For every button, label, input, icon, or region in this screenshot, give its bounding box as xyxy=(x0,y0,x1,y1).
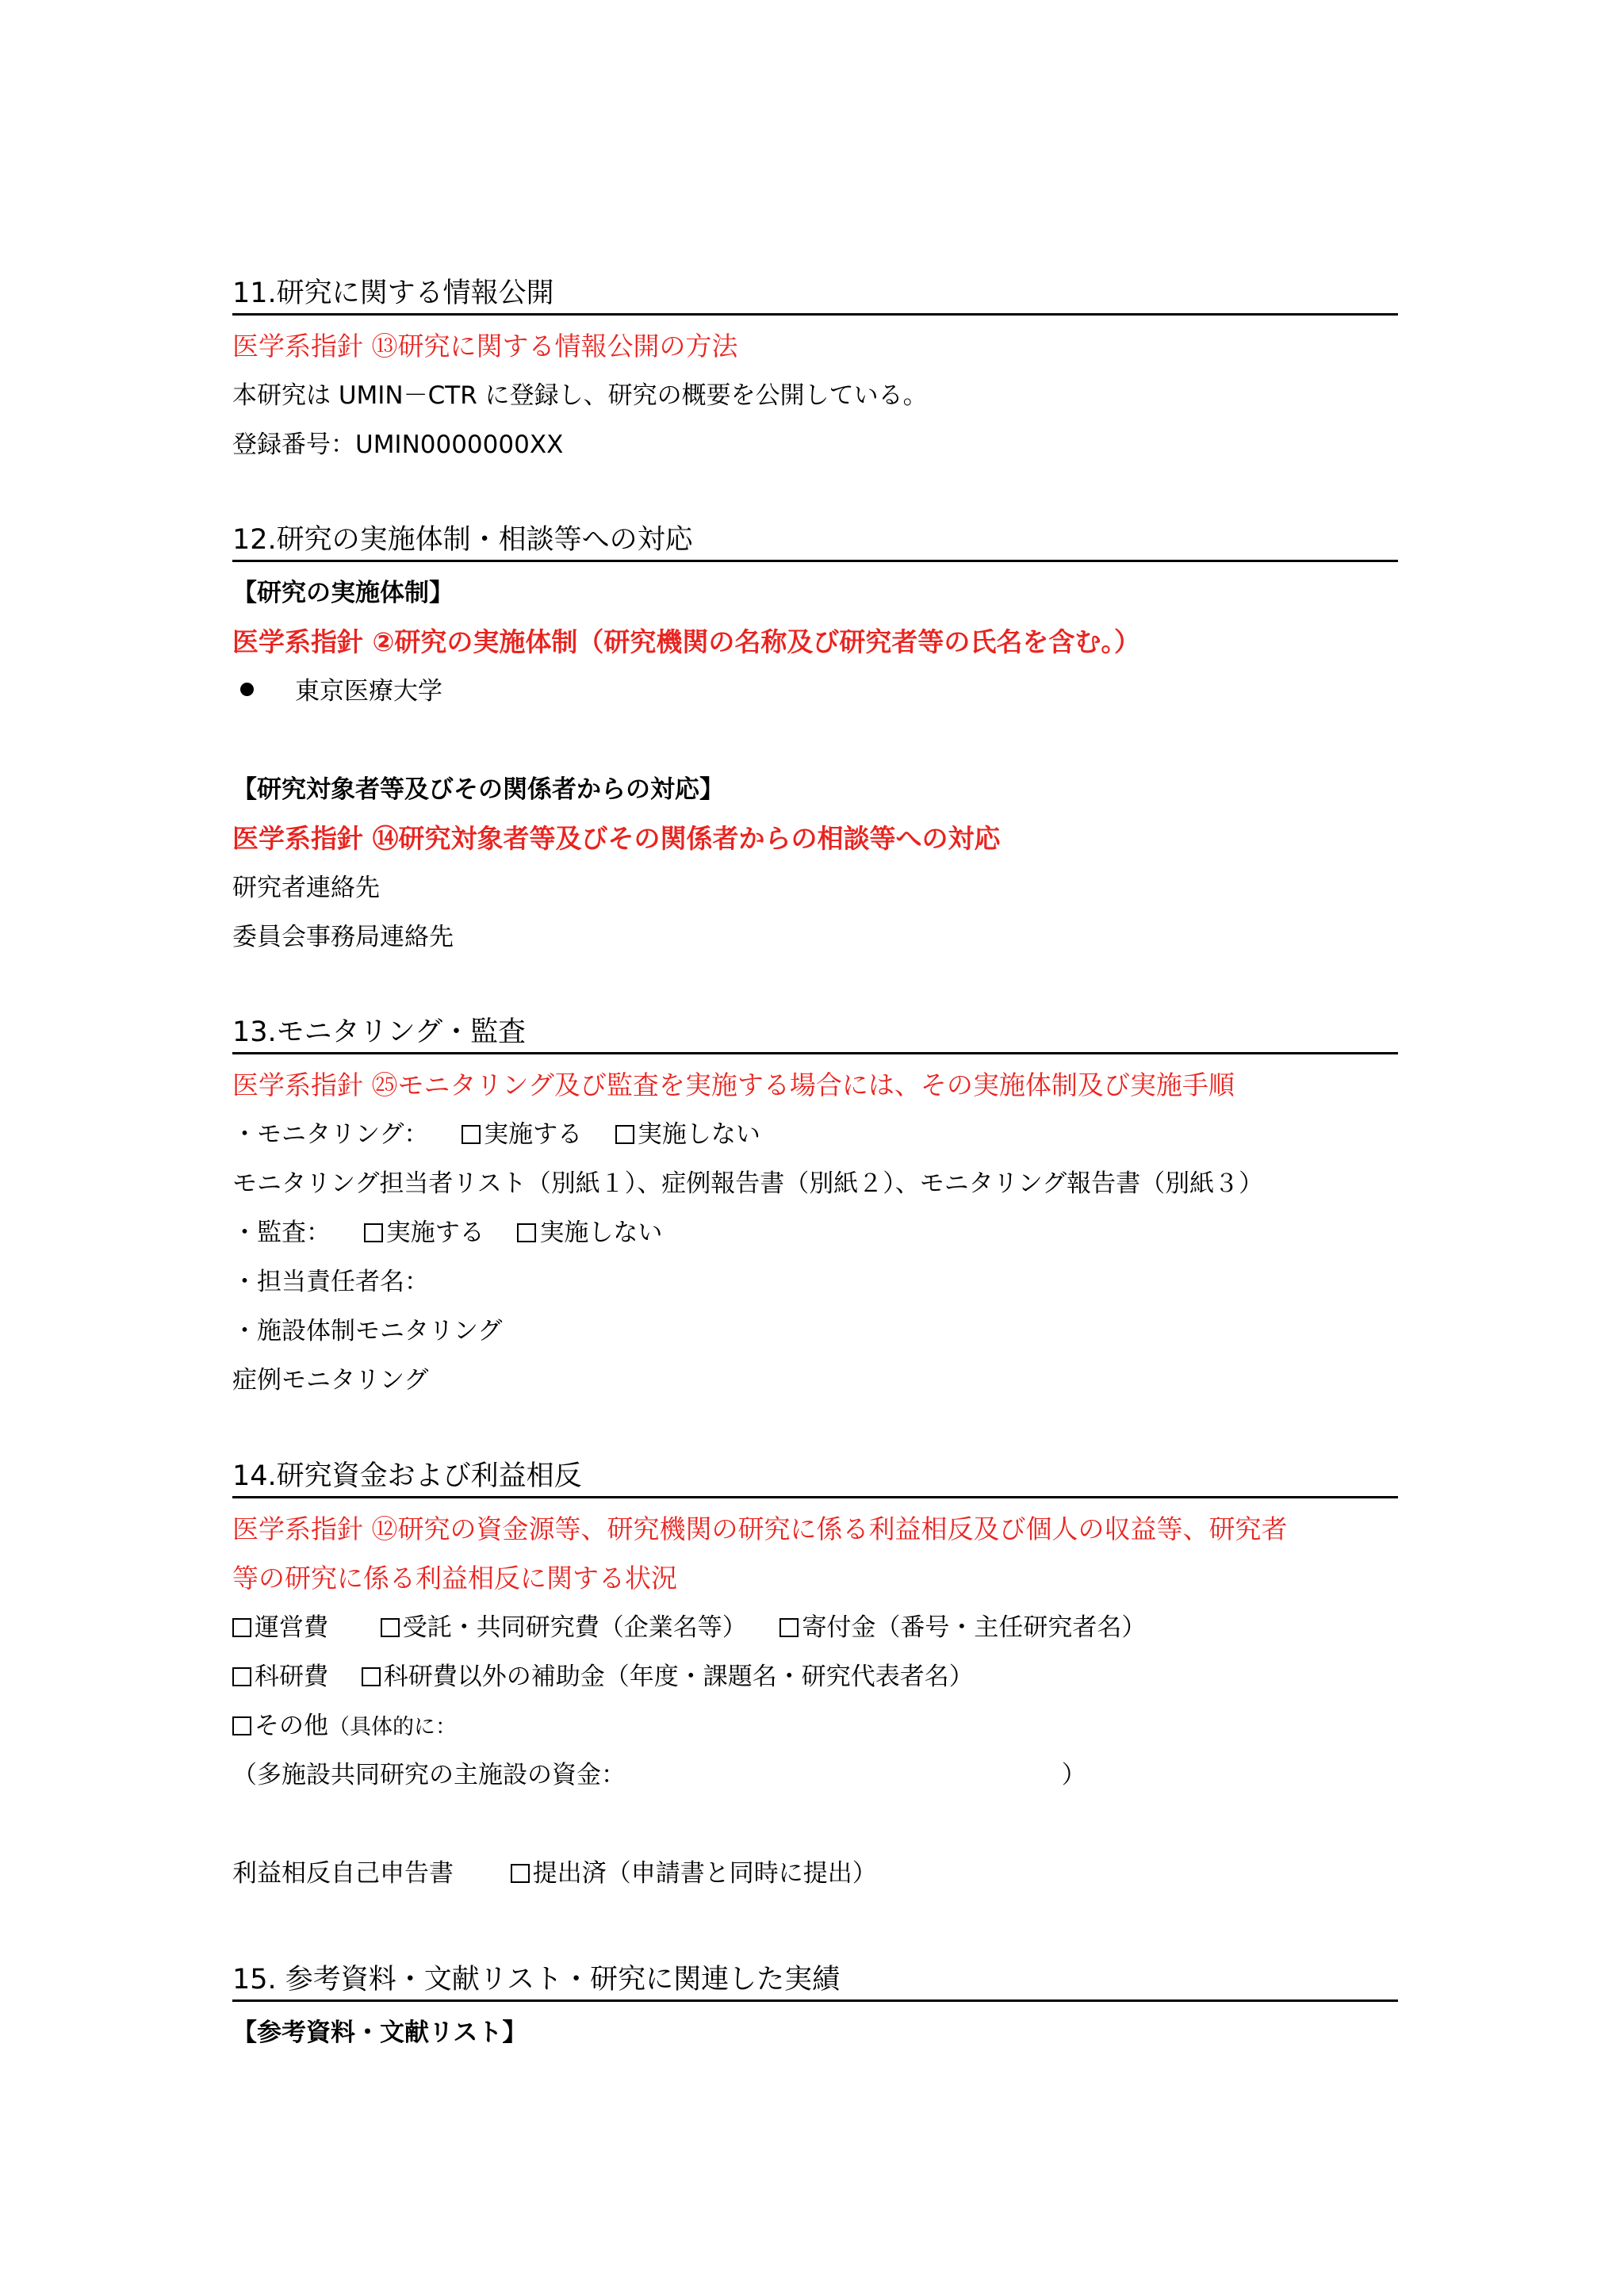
monitoring-dont-label: 実施しない xyxy=(637,1120,760,1149)
coi-row xyxy=(232,1849,1398,1898)
section-14 xyxy=(232,1456,1398,1898)
section-12 xyxy=(232,520,1398,962)
multicenter-fund-close: ） xyxy=(1061,1761,1086,1789)
coi-submitted-label: 提出済（申請書と同時に提出） xyxy=(532,1859,877,1888)
audit-label: ・監査： xyxy=(232,1219,331,1247)
section-15 xyxy=(232,1960,1398,2057)
section-15-subheading: 【参考資料・文献リスト】 xyxy=(232,2019,527,2047)
institution-list-item xyxy=(232,667,1398,716)
section-12-guideline-2: 医学系指針 ⑭研究対象者等及びその関係者からの相談等への対応 xyxy=(232,823,1001,854)
section-12-subheading-consult: 【研究対象者等及びその関係者からの対応】 xyxy=(232,775,724,804)
committee-contact: 委員会事務局連絡先 xyxy=(232,923,454,951)
kakenhi-label: 科研費 xyxy=(255,1663,328,1691)
spacer xyxy=(232,716,1398,765)
section-13-heading: 13.モニタリング・監査 xyxy=(232,1012,1398,1054)
section-14-guideline-line-1: 医学系指針 ⑫研究の資金源等、研究機関の研究に係る利益相反及び個人の収益等、研究者 xyxy=(232,1513,1288,1544)
section-11-registration: 登録番号：UMIN0000000XX xyxy=(232,430,564,459)
case-monitoring: 症例モニタリング xyxy=(232,1366,429,1395)
multicenter-fund-label: （多施設共同研究の主施設の資金： xyxy=(232,1761,626,1789)
other-fund-note: （具体的に： xyxy=(328,1715,457,1739)
audit-dont-label: 実施しない xyxy=(539,1219,663,1247)
section-14-guideline-line-2: 等の研究に係る利益相反に関する状況 xyxy=(232,1563,677,1594)
contract-research-checkbox[interactable] xyxy=(381,1618,400,1637)
section-11-text-1: 本研究は UMIN－CTR に登録し、研究の概要を公開している。 xyxy=(232,381,928,410)
audit-do-label: 実施する xyxy=(385,1219,485,1247)
responsible-person: ・担当責任者名： xyxy=(232,1268,429,1296)
coi-submitted-checkbox[interactable] xyxy=(511,1864,530,1883)
monitoring-do-checkbox[interactable] xyxy=(462,1125,481,1144)
coi-label: 利益相反自己申告書 xyxy=(232,1859,454,1888)
funding-other-row xyxy=(232,1701,1398,1751)
other-fund-label: その他 xyxy=(255,1712,328,1740)
multicenter-fund-row xyxy=(232,1751,1398,1800)
audit-row xyxy=(232,1208,1398,1257)
operating-fund-label: 運営費 xyxy=(255,1613,328,1642)
section-11 xyxy=(232,274,1398,469)
kakenhi-checkbox[interactable] xyxy=(232,1667,251,1686)
section-15-heading: 15. 参考資料・文献リスト・研究に関連した実績 xyxy=(232,1960,1398,2002)
section-13 xyxy=(232,1012,1398,1405)
researcher-contact: 研究者連絡先 xyxy=(232,874,380,902)
other-grant-label: 科研費以外の補助金（年度・課題名・研究代表者名） xyxy=(383,1663,974,1691)
section-11-heading: 11.研究に関する情報公開 xyxy=(232,274,1398,316)
monitoring-dont-checkbox[interactable] xyxy=(615,1125,634,1144)
facility-monitoring: ・施設体制モニタリング xyxy=(232,1317,503,1345)
section-12-guideline-1: 医学系指針 ②研究の実施体制（研究機関の名称及び研究者等の氏名を含む。） xyxy=(232,626,1140,657)
donation-checkbox[interactable] xyxy=(779,1618,799,1637)
contract-research-label: 受託・共同研究費（企業名等） xyxy=(402,1613,747,1642)
monitoring-docs: モニタリング担当者リスト（別紙１）、症例報告書（別紙２）、モニタリング報告書（別紙３） xyxy=(232,1169,1264,1198)
bullet-icon xyxy=(240,683,254,696)
institution-name: 東京医療大学 xyxy=(295,677,442,706)
monitoring-label: ・モニタリング： xyxy=(232,1120,429,1149)
spacer xyxy=(232,1800,1398,1849)
donation-label: 寄付金（番号・主任研究者名） xyxy=(802,1613,1147,1642)
monitoring-do-label: 実施する xyxy=(484,1120,583,1149)
section-14-heading: 14.研究資金および利益相反 xyxy=(232,1456,1398,1498)
audit-dont-checkbox[interactable] xyxy=(517,1223,536,1242)
section-12-subheading-structure: 【研究の実施体制】 xyxy=(232,579,454,607)
other-fund-checkbox[interactable] xyxy=(232,1716,251,1735)
monitoring-row xyxy=(232,1110,1398,1159)
section-13-guideline: 医学系指針 ㉕モニタリング及び監査を実施する場合には、その実施体制及び実施手順 xyxy=(232,1070,1235,1100)
section-11-guideline: 医学系指針 ⑬研究に関する情報公開の方法 xyxy=(232,331,738,362)
funding-row-2 xyxy=(232,1652,1398,1701)
audit-do-checkbox[interactable] xyxy=(364,1223,383,1242)
section-12-heading: 12.研究の実施体制・相談等への対応 xyxy=(232,520,1398,562)
operating-fund-checkbox[interactable] xyxy=(232,1618,251,1637)
other-grant-checkbox[interactable] xyxy=(362,1667,381,1686)
funding-row-1 xyxy=(232,1603,1398,1652)
